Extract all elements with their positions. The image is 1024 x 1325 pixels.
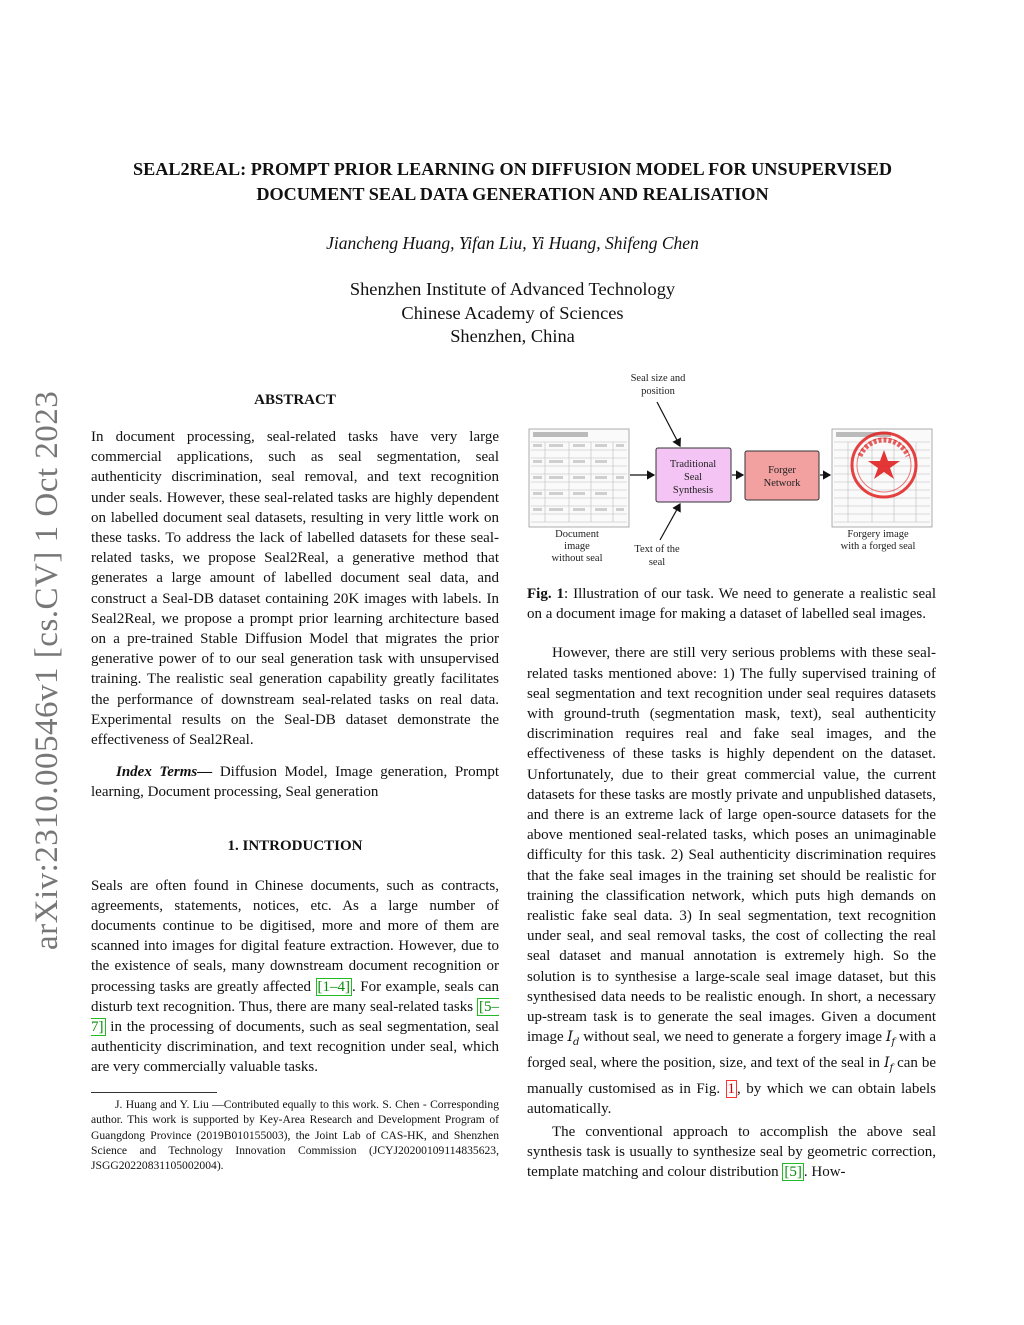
figure-1	[527, 360, 936, 570]
figure-caption	[527, 584, 936, 624]
affiliation-line: Chinese Academy of Sciences	[401, 302, 624, 323]
index-terms-label: Index Terms—	[116, 764, 213, 781]
paper-title	[80, 157, 945, 207]
left-column	[91, 390, 499, 1174]
arrow-size-position	[657, 402, 680, 446]
forgery-image-with-seal	[832, 429, 932, 527]
fig-label-seal-text: Text of the	[634, 544, 680, 555]
right-column	[527, 360, 936, 1182]
citation-link[interactable]: [5–7]	[91, 998, 499, 1036]
fig-label-seal-text: seal	[648, 557, 666, 568]
body-paragraph: However, there are still very serious problems with these seal-related tasks mentioned above: 1) The fully supervised training of seal segmentation and text recognition under seal requires datasets with ground-truth (segmentation mask, text), seal authenticity discrimination requires real and fake seal images, and the effectiveness of these tasks is highly dependent on the dataset. Unfortunately, due to their great commercial value, the current datasets for these tasks are mostly private and unpublished datasets, and there is an extreme lack of large open-source datasets for the above mentioned seal-related tasks, which poses an unimaginable difficulty for this task. 2) Seal authenticity discrimination requires that the fake seal images in the training set should be realistic for training the classification network, which puts high demands on realistic fake seal data. 3) In seal segmentation, text recognition under seal, and seal removal tasks, the cost of collecting the real seal dataset and manual annotation is extremely high. So the solution is to synthesise a large-scale seal image dataset, but this synthesised data needs to be realistic enough. In short, a necessary up-stream task is to generate the seal images. Given a document image $I_d$ without seal, we need to generate a forgery image $I_f$ with a forged seal, where the position, size, and text of the seal in $I_f$ can be manually customised as in Fig. 1 , by which we can obtain labels automatically.	[527, 645, 937, 1118]
fig-label-forgery: with a forged seal	[840, 541, 916, 552]
body-paragraph: The conventional approach to accomplish the above seal synthesis task is usually to synthesize seal by geometric correction, template matching and colour distribution [5] . How-	[527, 1123, 936, 1181]
affiliation	[80, 278, 945, 349]
figure-reference-link[interactable]: 1	[727, 1081, 736, 1098]
citation-link[interactable]: [1–4]	[317, 978, 350, 995]
arrow-seal-text	[660, 504, 680, 540]
fig-label-position: position	[641, 386, 675, 397]
footnote: J. Huang and Y. Liu —Contributed equally to this work. S. Chen - Corresponding author. This work is supported by Key-Area Research and Development Program of Guangdong Province (2019B010155003), the Joint Lab of CAS-HK, and Shenzhen Science and Technology Innovation Commission (JCYJ20200109114835623, JSGG20220831105002004).	[91, 1097, 499, 1173]
box1-label: Synthesis	[672, 485, 714, 496]
intro-heading: 1. INTRODUCTION	[227, 837, 363, 854]
affiliation-line: Shenzhen Institute of Advanced Technology	[349, 279, 676, 299]
box1-label: Seal	[683, 472, 703, 483]
footnote-divider	[91, 1092, 217, 1093]
math-symbol: $I_f$	[883, 1055, 894, 1075]
abstract-text: In document processing, seal-related tasks have very large commercial applications, such as seal segmentation, seal authenticity discrimination, seal removal, and text recognition under seals. However, these seal-related tasks are highly dependent on labelled document seal datasets, resulting in very little work on these tasks. To address the lack of labelled datasets for these seal-related tasks, we propose Seal2Real, a generative method that generates a large amount of labelled document seal data, and construct a Seal-DB dataset containing 20K images with labels. In Seal2Real, we propose a prompt prior learning architecture based on a pre-trained Stable Diffusion Model that migrates the prior generative power of to our seal generation task with unsupervised training. The realistic seal generation capability greatly facilitates the performance of downstream seal-related tasks on real data. Experimental results on the Seal-DB dataset demonstrate the effectiveness of Seal2Real.	[91, 429, 499, 749]
math-symbol: $I_d$	[567, 1029, 580, 1049]
fig-label-document: image	[564, 541, 590, 552]
intro-paragraph: Seals are often found in Chinese documents, such as contracts, agreements, statements, notices, etc. As a large number of documents continue to be digitised, more and more of them are scanned into images for digital feature extraction. However, due to the existence of seals, many downstream document recognition or processing tasks are greatly affected [1–4] . For example, seals can disturb text recognition. Thus, there are many seal-related tasks [5–7] in the processing of documents, such as seal segmentation, seal authenticity discrimination, and text recognition under seal, which are very commercially valuable tasks.	[91, 877, 500, 1076]
arxiv-stamp	[20, 365, 74, 950]
document-image-without-seal	[529, 429, 629, 527]
index-terms	[91, 762, 499, 802]
box2-label: Forger	[768, 465, 796, 476]
fig-label-forgery: Forgery image	[847, 529, 909, 540]
affiliation-line: Shenzhen, China	[450, 326, 575, 346]
index-terms-text: Diffusion Model, Image generation, Prompt learning, Document processing, Seal generation	[91, 764, 500, 801]
title-line-1: SEAL2REAL: PROMPT PRIOR LEARNING ON DIFFUSION MODEL FOR UNSUPERVISED	[133, 159, 892, 179]
abstract-heading: ABSTRACT	[254, 392, 336, 408]
title-line-2: DOCUMENT SEAL DATA GENERATION AND REALISATION	[256, 184, 769, 204]
authors: Jiancheng Huang, Yifan Liu, Yi Huang, Shifeng Chen	[326, 233, 699, 253]
figure-caption-text: : Illustration of our task. We need to generate a realistic seal on a document image for making a dataset of labelled seal images.	[527, 586, 936, 623]
figure-diagram	[527, 360, 936, 570]
citation-link[interactable]: [5]	[784, 1164, 802, 1181]
fig-label-document: without seal	[551, 553, 603, 564]
math-symbol: $I_f$	[885, 1029, 896, 1049]
box1-label: Traditional	[669, 459, 717, 470]
arxiv-identifier: arXiv:2310.00546v1 [cs.CV] 1 Oct 2023	[29, 390, 65, 950]
figure-caption-label: Fig. 1	[527, 586, 564, 602]
fig-label-seal-size: Seal size and	[630, 373, 686, 384]
box2-label: Network	[763, 478, 801, 489]
fig-label-document: Document	[555, 529, 599, 540]
